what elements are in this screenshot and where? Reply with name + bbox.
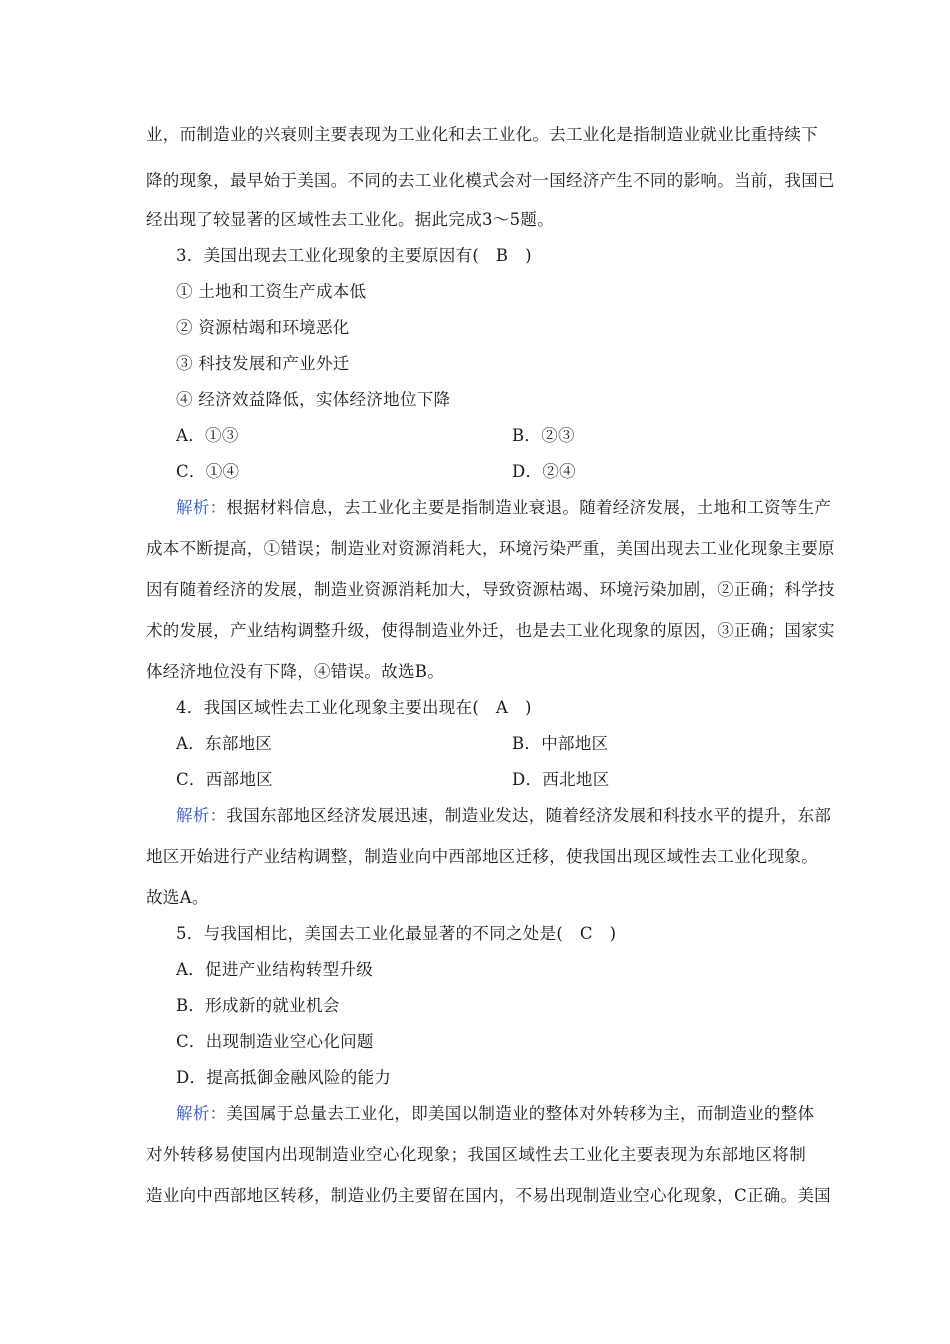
- q5-analysis-line: 对外转移易使国内出现制造业空心化现象；我国区域性去工业化主要表现为东部地区将制: [146, 1145, 806, 1164]
- q4-analysis-line: 地区开始进行产业结构调整，制造业向中西部地区迁移，使我国出现区域性去工业化现象。: [146, 847, 818, 866]
- analysis-label: 解析：: [176, 498, 227, 517]
- intro-line: 业，而制造业的兴衰则主要表现为工业化和去工业化。去工业化是指制造业就业比重持续下: [146, 125, 818, 144]
- q3-item: ② 资源枯竭和环境恶化: [176, 318, 350, 337]
- q3-analysis-first-line: [176, 497, 832, 519]
- q3-option-a: A．①③: [176, 426, 239, 445]
- q3-item: ③ 科技发展和产业外迁: [176, 354, 350, 373]
- q5-option-b: B．形成新的就业机会: [176, 996, 340, 1015]
- q3-item: ④ 经济效益降低，实体经济地位下降: [176, 390, 451, 409]
- analysis-label: 解析：: [176, 1104, 227, 1123]
- q4-analysis-line: 故选A。: [146, 888, 209, 907]
- question-3-stem: 3．美国出现去工业化现象的主要原因有( B ): [176, 246, 532, 265]
- q4-option-a: A．东部地区: [176, 734, 273, 753]
- q4-option-c: C．西部地区: [176, 770, 273, 789]
- q3-option-d: D．②④: [512, 462, 576, 481]
- q5-option-d: D．提高抵御金融风险的能力: [176, 1068, 392, 1087]
- q5-analysis-text: 美国属于总量去工业化，即美国以制造业的整体对外转移为主，而制造业的整体: [226, 1104, 815, 1123]
- q4-option-b: B．中部地区: [512, 734, 609, 753]
- q3-analysis-line: 因有随着经济的发展，制造业资源消耗加大，导致资源枯竭、环境污染加剧，②正确；科学技: [146, 580, 835, 599]
- intro-line: 经出现了较显著的区域性去工业化。据此完成3～5题。: [146, 210, 554, 229]
- q3-analysis-line: 体经济地位没有下降，④错误。故选B。: [146, 662, 445, 681]
- question-4-stem: 4．我国区域性去工业化现象主要出现在( A ): [176, 698, 532, 717]
- q5-analysis-line: 造业向中西部地区转移，制造业仍主要留在国内，不易出现制造业空心化现象，C正确。美国: [146, 1186, 831, 1205]
- q5-option-a: A．促进产业结构转型升级: [176, 960, 374, 979]
- analysis-label: 解析：: [176, 806, 227, 825]
- q3-analysis-line: 术的发展，产业结构调整升级，使得制造业外迁，也是去工业化现象的原因，③正确；国家实: [146, 621, 835, 640]
- q3-analysis-line: 成本不断提高，①错误；制造业对资源消耗大，环境污染严重，美国出现去工业化现象主要原: [146, 539, 835, 558]
- q3-option-b: B．②③: [512, 426, 575, 445]
- q4-analysis-first-line: [176, 805, 832, 827]
- intro-line: 降的现象，最早始于美国。不同的去工业化模式会对一国经济产生不同的影响。当前，我国已: [146, 171, 835, 190]
- q5-option-c: C．出现制造业空心化问题: [176, 1032, 374, 1051]
- q3-analysis-text: 根据材料信息，去工业化主要是指制造业衰退。随着经济发展，土地和工资等生产: [226, 498, 832, 517]
- q4-analysis-text: 我国东部地区经济发展迅速，制造业发达，随着经济发展和科技水平的提升，东部: [226, 806, 832, 825]
- q5-analysis-first-line: [176, 1103, 815, 1125]
- question-5-stem: 5．与我国相比，美国去工业化最显著的不同之处是( C ): [176, 924, 617, 943]
- q3-option-c: C．①④: [176, 462, 240, 481]
- q3-item: ① 土地和工资生产成本低: [176, 282, 367, 301]
- q4-option-d: D．西北地区: [512, 770, 610, 789]
